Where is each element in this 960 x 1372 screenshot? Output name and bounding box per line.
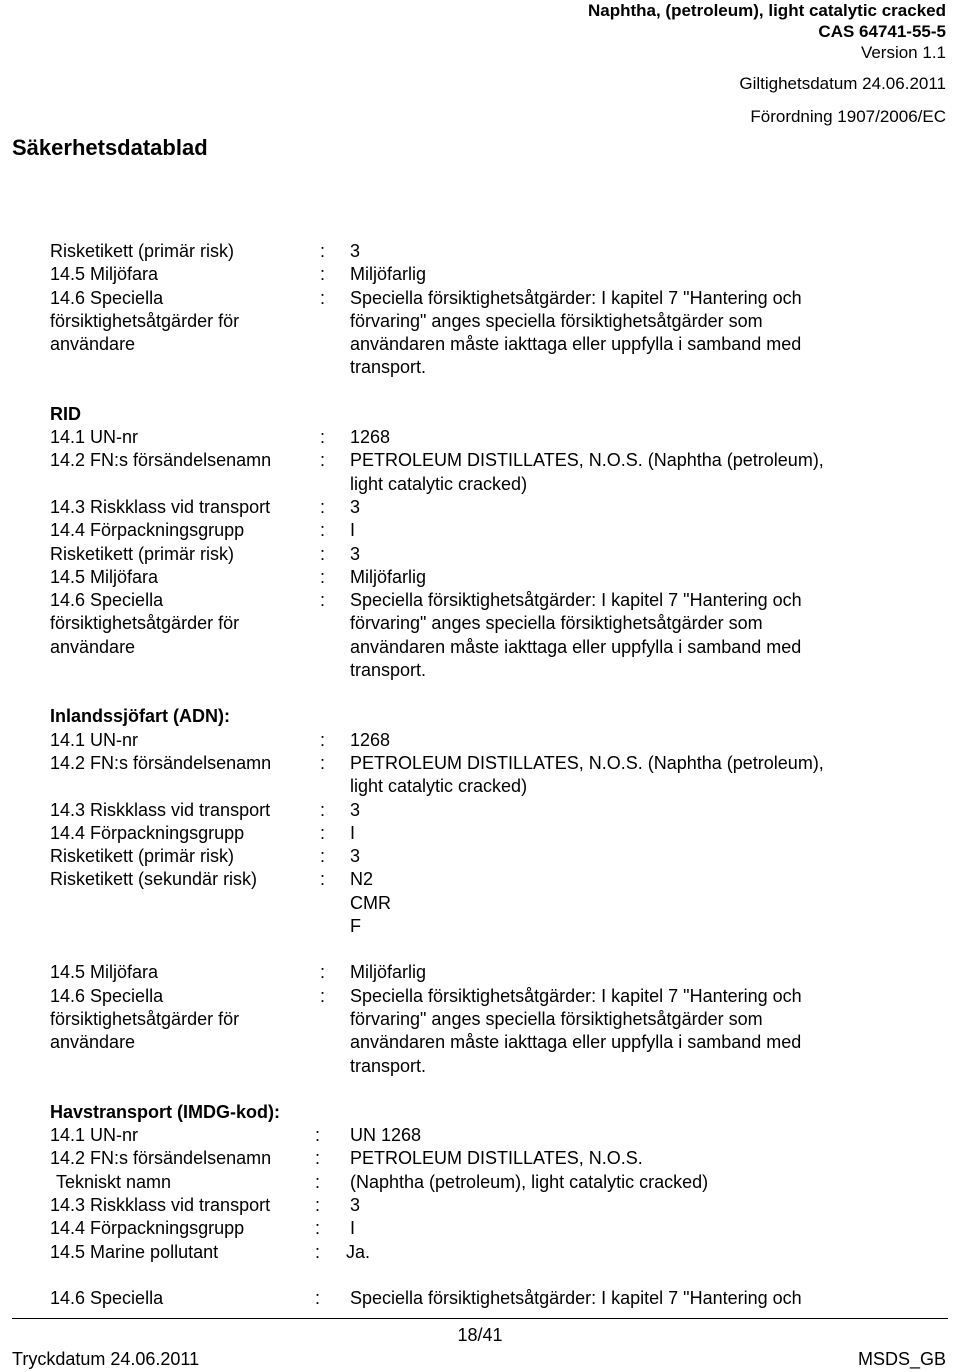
label-line: 14.6 Speciella: [50, 590, 164, 611]
packing-group-row: [50, 519, 930, 542]
row-value: 3: [350, 496, 361, 517]
row-value: [350, 752, 930, 799]
marine-pollutant-row: [50, 1241, 930, 1264]
row-value: [350, 985, 930, 1078]
row-label: 14.3 Riskklass vid transport: [50, 1194, 271, 1215]
separator: :: [320, 752, 326, 773]
row-label: Risketikett (primär risk): [50, 543, 235, 564]
row-value: Ja.: [346, 1241, 371, 1262]
un-number-row: [50, 426, 930, 449]
label-line: 14.6 Speciella: [50, 287, 164, 308]
value-line: PETROLEUM DISTILLATES, N.O.S. (Naphtha (petroleum),: [350, 450, 824, 471]
row-value: I: [350, 520, 356, 541]
row-value: I: [350, 1218, 356, 1239]
separator: :: [320, 450, 326, 471]
row-label: [50, 589, 320, 682]
separator: :: [315, 1125, 321, 1146]
separator: :: [315, 1287, 321, 1308]
value-line: användaren måste iakttaga eller uppfylla i samband med: [350, 1032, 802, 1053]
row-label: [50, 287, 320, 380]
section-heading-rid: RID: [50, 403, 81, 424]
row-label: Risketikett (primär risk): [50, 846, 235, 867]
primary-risk-row: [50, 240, 930, 263]
imdg-section: [50, 1101, 930, 1310]
row-value: 3: [350, 846, 361, 867]
label-line: användare: [50, 1032, 136, 1053]
version: Version 1.1: [860, 43, 946, 62]
cas-number: CAS 64741-55-5: [818, 22, 946, 41]
row-label: Tekniskt namn: [56, 1171, 172, 1192]
validity-date: Giltighetsdatum 24.06.2011: [739, 74, 946, 93]
separator: :: [315, 1171, 321, 1192]
row-label: Risketikett (primär risk): [50, 241, 235, 261]
value-line: Speciella försiktighetsåtgärder: I kapitel 7 "Hantering och: [350, 590, 802, 611]
row-label: 14.4 Förpackningsgrupp: [50, 822, 245, 843]
row-value: Miljöfarlig: [350, 566, 427, 587]
row-label: 14.1 UN-nr: [50, 729, 139, 750]
row-value: 1268: [350, 427, 391, 448]
shipping-name-row: [50, 1147, 930, 1170]
row-label: [50, 985, 320, 1078]
row-value: [350, 589, 930, 682]
row-label: 14.1 UN-nr: [50, 427, 139, 448]
section-heading-adn: Inlandssjöfart (ADN):: [50, 706, 230, 727]
value-line: light catalytic cracked): [350, 473, 528, 494]
special-precautions-row: [50, 589, 930, 682]
separator: :: [320, 520, 326, 541]
env-hazard-row: [50, 263, 930, 286]
value-line: transport.: [350, 660, 427, 681]
packing-group-row: [50, 822, 930, 845]
label-line: användare: [50, 334, 136, 355]
section-heading-imdg: Havstransport (IMDG-kod):: [50, 1101, 281, 1122]
value-line: light catalytic cracked): [350, 776, 528, 797]
separator: :: [320, 241, 326, 261]
value-line: PETROLEUM DISTILLATES, N.O.S. (Naphtha (petroleum),: [350, 752, 824, 773]
label-line: användare: [50, 636, 136, 657]
special-precautions-row: [50, 1287, 930, 1310]
row-label: 14.3 Riskklass vid transport: [50, 496, 271, 517]
row-label: 14.5 Miljöfara: [50, 566, 159, 587]
row-label: 14.4 Förpackningsgrupp: [50, 1218, 245, 1239]
row-value: 3: [350, 543, 361, 564]
row-value: Miljöfarlig: [350, 962, 427, 983]
row-value: 1268: [350, 729, 391, 750]
separator: :: [320, 543, 326, 564]
row-label: 14.3 Riskklass vid transport: [50, 799, 271, 820]
print-date: Tryckdatum 24.06.2011: [12, 1349, 200, 1369]
env-hazard-row: [50, 566, 930, 589]
value-line: användaren måste iakttaga eller uppfylla i samband med: [350, 636, 802, 657]
value-line: F: [350, 916, 361, 937]
separator: :: [320, 869, 326, 890]
shipping-name-row: [50, 449, 930, 496]
row-value: UN 1268: [350, 1125, 422, 1146]
separator: :: [320, 427, 326, 448]
hazard-class-row: [50, 799, 930, 822]
row-label: 14.2 FN:s försändelsenamn: [50, 450, 272, 471]
row-label: Risketikett (sekundär risk): [50, 869, 258, 890]
regulation: Förordning 1907/2006/EC: [750, 107, 946, 126]
label-line: försiktighetsåtgärder för: [50, 310, 240, 331]
row-label: 14.5 Miljöfara: [50, 962, 159, 983]
label-line: försiktighetsåtgärder för: [50, 1008, 240, 1029]
special-precautions-row: [50, 287, 930, 380]
packing-group-row: [50, 1217, 930, 1240]
separator: :: [320, 729, 326, 750]
hazard-class-row: [50, 496, 930, 519]
primary-risk-row: [50, 543, 930, 566]
row-value: Miljöfarlig: [350, 264, 427, 285]
separator: :: [315, 1241, 321, 1262]
value-line: Speciella försiktighetsåtgärder: I kapitel 7 "Hantering och: [350, 985, 802, 1006]
row-label: 14.5 Miljöfara: [50, 264, 159, 285]
un-number-row: [50, 1124, 930, 1147]
separator: :: [320, 962, 326, 983]
separator: :: [315, 1194, 321, 1215]
row-value: [350, 287, 930, 380]
value-line: förvaring" anges speciella försiktighetsåtgärder som: [350, 310, 763, 331]
product-name: Naphtha, (petroleum), light catalytic cracked: [587, 1, 946, 20]
transport-info: [50, 240, 930, 1310]
document-code: MSDS_GB: [857, 1349, 946, 1369]
value-line: förvaring" anges speciella försiktighetsåtgärder som: [350, 613, 763, 634]
footer-divider: [12, 1318, 948, 1319]
value-line: Speciella försiktighetsåtgärder: I kapitel 7 "Hantering och: [350, 287, 802, 308]
row-label: 14.2 FN:s försändelsenamn: [50, 1148, 272, 1169]
technical-name-row: [50, 1171, 930, 1194]
separator: :: [315, 1218, 321, 1239]
page-number: 18/41: [457, 1325, 503, 1345]
secondary-risk-row: [50, 868, 930, 938]
row-label: 14.2 FN:s försändelsenamn: [50, 752, 272, 773]
label-line: 14.6 Speciella: [50, 985, 164, 1006]
row-value: [350, 868, 930, 938]
row-value: Speciella försiktighetsåtgärder: I kapitel 7 "Hantering och: [350, 1287, 802, 1308]
row-label: 14.1 UN-nr: [50, 1125, 139, 1146]
separator: :: [320, 985, 326, 1006]
special-precautions-row: [50, 985, 930, 1078]
row-label: 14.6 Speciella: [50, 1287, 164, 1308]
hazard-class-row: [50, 1194, 930, 1217]
separator: :: [320, 846, 326, 867]
env-hazard-row: [50, 961, 930, 984]
separator: :: [320, 799, 326, 820]
row-value: 3: [350, 241, 361, 261]
separator: :: [320, 590, 326, 611]
separator: :: [320, 264, 326, 285]
value-line: N2: [350, 869, 374, 890]
value-line: förvaring" anges speciella försiktighetsåtgärder som: [350, 1008, 763, 1029]
value-line: CMR: [350, 892, 391, 913]
shipping-name-row: [50, 752, 930, 799]
separator: :: [320, 566, 326, 587]
row-value: 3: [350, 799, 361, 820]
value-line: användaren måste iakttaga eller uppfylla i samband med: [350, 334, 802, 355]
row-label: 14.5 Marine pollutant: [50, 1241, 219, 1262]
document-title: Säkerhetsdatablad: [12, 135, 208, 160]
row-value: (Naphtha (petroleum), light catalytic cracked): [350, 1171, 709, 1192]
row-value: [350, 449, 930, 496]
separator: :: [315, 1148, 321, 1169]
un-number-row: [50, 729, 930, 752]
label-line: försiktighetsåtgärder för: [50, 613, 240, 634]
row-value: PETROLEUM DISTILLATES, N.O.S.: [350, 1148, 643, 1169]
separator: :: [320, 287, 326, 308]
row-value: 3: [350, 1194, 361, 1215]
value-line: transport.: [350, 357, 427, 378]
row-label: 14.4 Förpackningsgrupp: [50, 520, 245, 541]
separator: :: [320, 496, 326, 517]
primary-risk-row: [50, 845, 930, 868]
separator: :: [320, 822, 326, 843]
value-line: transport.: [350, 1055, 427, 1076]
row-value: I: [350, 822, 356, 843]
